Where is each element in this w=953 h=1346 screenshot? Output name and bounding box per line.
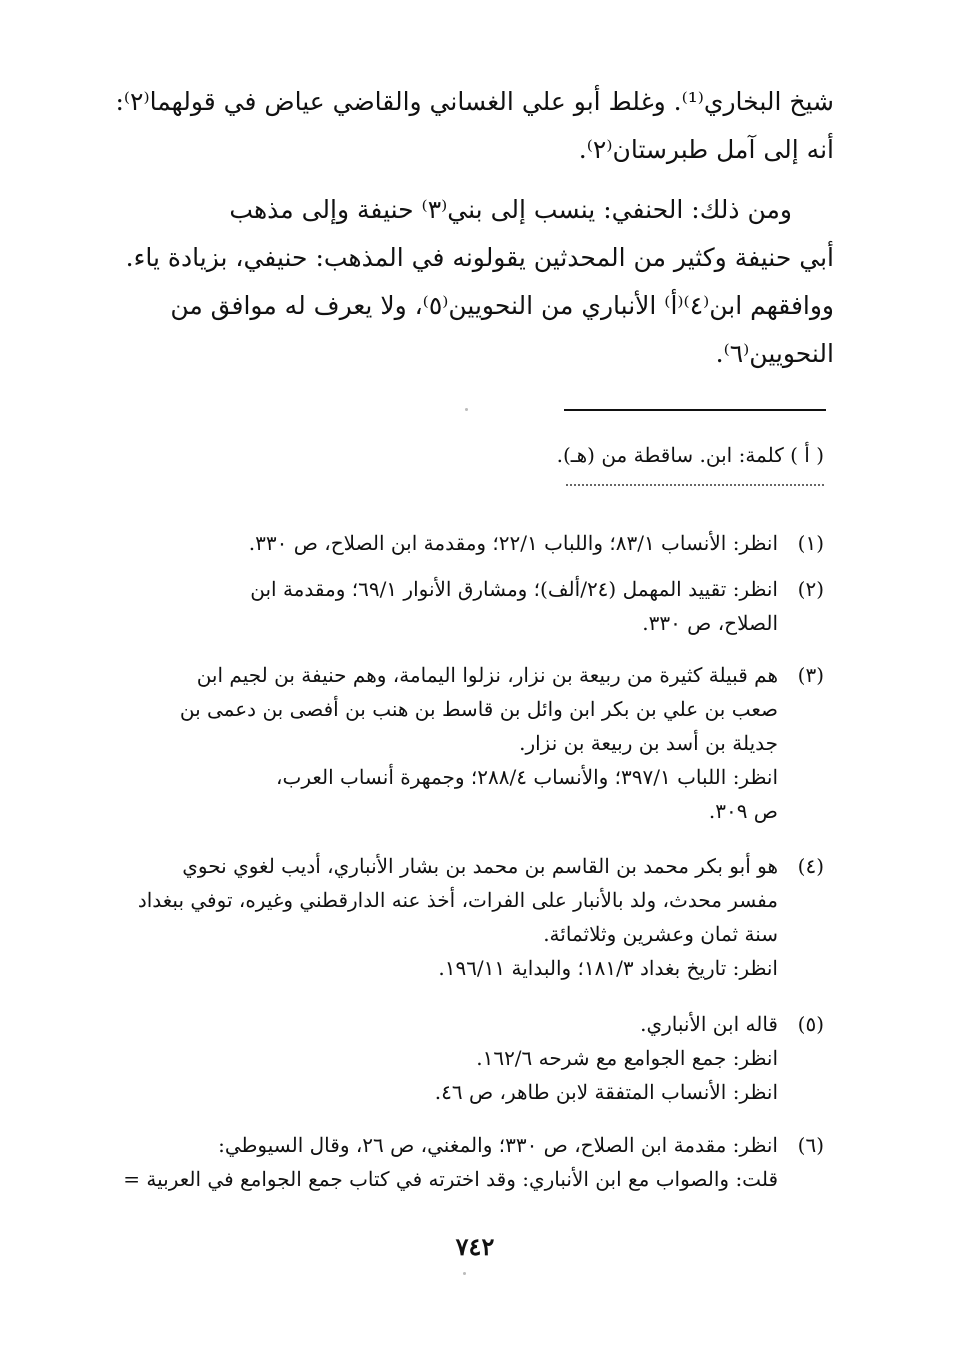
footnote-3 (130, 658, 824, 828)
text-line: النحويين⁽٦⁾. (715, 339, 834, 368)
footnote-line: هم قبيلة كثيرة من ربيعة بن نزار، نزلوا اليمامة، وهم حنيفة بن لجيم ابن (196, 663, 778, 687)
text-line: أنه إلى آمل طبرستان⁽٢⁾. (578, 135, 834, 164)
footnote-number: (٤) (797, 854, 824, 878)
footnote-line: انظر: الأنساب ٨٣/١؛ واللباب ٢٢/١؛ ومقدمة ابن الصلاح، ص ٣٣٠. (248, 531, 778, 555)
footnote-1 (130, 526, 824, 560)
footnote-number: (٦) (797, 1133, 824, 1157)
text-line: ووافقهم ابن⁽٤⁾⁽أ⁾ الأنباري من النحويين⁽٥⁾، ولا يعرف له موافق من (170, 291, 834, 320)
footnote-line: انظر: مقدمة ابن الصلاح، ص ٣٣٠؛ والمغني، ص ٢٦، وقال السيوطي: (218, 1133, 778, 1157)
footnote-line: ص ٣٠٩. (708, 799, 778, 823)
footnote-number: (٢) (797, 577, 824, 601)
footnote-number: (٣) (797, 663, 824, 687)
footnote-line: سنة ثمان وعشرين وثلاثمائة. (543, 922, 778, 946)
main-paragraph-1 (115, 78, 834, 174)
footnote-line: انظر: جمع الجوامع مع شرحه ١٦٢/٦. (476, 1046, 778, 1070)
main-paragraph-2 (125, 186, 834, 378)
text-line: أبي حنيفة وكثير من المحدثين يقولونه في المذهب: حنيفي، بزيادة ياء. (125, 243, 834, 272)
footnote-line: جديلة بن أسد بن ربيعة بن نزار. (519, 731, 778, 755)
footnote-line: الصلاح، ص ٣٣٠. (642, 611, 778, 635)
footnote-number: (٥) (797, 1012, 824, 1036)
footnote-2 (130, 572, 824, 640)
page-number: ٧٤٢ (455, 1232, 495, 1261)
footnote-line: انظر: تقييد المهمل (٢٤/ألف)؛ ومشارق الأنوار ٦٩/١؛ ومقدمة ابن (250, 577, 778, 601)
footnote-line: انظر: تاريخ بغداد ١٨١/٣؛ والبداية ١٩٦/١١. (438, 956, 778, 980)
footnote-4 (130, 849, 824, 985)
text-line: شيخ البخاري⁽¹⁾. وغلط أبو علي الغساني والقاضي عياض في قولهما⁽٢⁾: (115, 87, 834, 116)
footnote-line: مفسر محدث، ولد بالأنبار على الفرات، أخذ عنه الدارقطني وغيره، توفي ببغداد (137, 888, 778, 912)
footnote-number: (١) (797, 531, 824, 555)
scan-speck (463, 1272, 466, 1275)
dotted-separator (566, 484, 824, 486)
footnote-line: انظر: الأنساب المتفقة لابن طاهر، ص ٤٦. (434, 1080, 778, 1104)
footnote-5 (130, 1007, 824, 1109)
footnote-line: قاله ابن الأنباري. (640, 1012, 778, 1036)
footnote-line: هو أبو بكر محمد بن القاسم بن محمد بن بشار الأنباري، أديب لغوي نحوي (182, 854, 778, 878)
footnote-line: صعب بن علي بن بكر ابن وائل بن قاسط بن هنب بن أفصى بن دعمى بن (179, 697, 778, 721)
scan-speck (465, 408, 468, 411)
footnote-line: قلت: والصواب مع ابن الأنباري: وقد اخترته في كتاب جمع الجوامع في العربية = (123, 1167, 778, 1191)
variant-note: ( أ ) كلمة: ابن. ساقطة من (هـ). (556, 443, 824, 467)
footnote-line: انظر: اللباب ٣٩٧/١؛ والأنساب ٢٨٨/٤؛ وجمهرة أنساب العرب، (276, 765, 778, 789)
text-line: ومن ذلك: الحنفي: ينسب إلى بني⁽٣⁾ حنيفة وإلى مذهب (229, 195, 792, 224)
footnote-separator (564, 409, 826, 411)
footnote-6 (123, 1128, 824, 1196)
